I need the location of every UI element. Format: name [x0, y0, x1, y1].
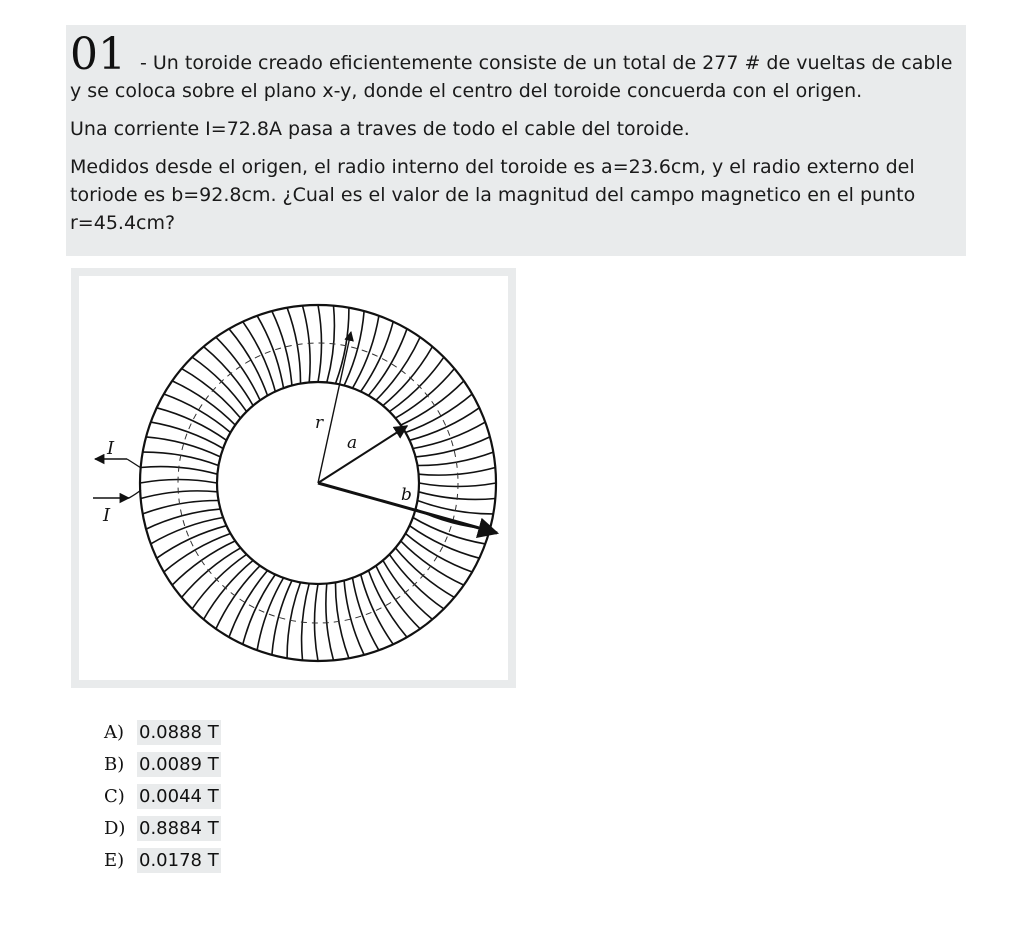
current-label-bottom: I — [103, 505, 111, 526]
radius-r-arrow — [318, 332, 351, 483]
answer-value: 0.0888 T — [139, 721, 219, 743]
question-box — [66, 25, 966, 256]
winding-turn — [141, 491, 218, 499]
winding-turn — [243, 322, 275, 392]
winding-turn — [157, 408, 227, 441]
question-number: 01 — [70, 29, 126, 80]
winding-turn — [243, 575, 275, 645]
lead-wire-bottom — [129, 490, 141, 498]
answer-option-c[interactable] — [104, 780, 221, 812]
answer-value: 0.0044 T — [139, 785, 219, 807]
winding-turn — [146, 509, 220, 529]
answer-option-d[interactable] — [104, 812, 221, 844]
winding-turn — [272, 311, 292, 385]
answer-list — [104, 716, 221, 876]
winding-turn — [410, 526, 480, 559]
answer-letter: A) — [104, 721, 125, 743]
question-radius-line1: Medidos desde el origen, el radio interno del toroide es a=23.6cm, y el radio externo del — [70, 156, 915, 178]
answer-letter: B) — [104, 753, 125, 775]
winding-turn — [172, 541, 235, 585]
answer-value: 0.8884 T — [139, 817, 219, 839]
answer-value: 0.0178 T — [139, 849, 219, 871]
answer-value: 0.0089 T — [139, 753, 219, 775]
question-radius-line3: r=45.4cm? — [70, 212, 176, 234]
winding-turn — [157, 526, 227, 559]
label-r: r — [315, 413, 324, 433]
figure-frame — [71, 268, 516, 688]
question-first-line — [70, 29, 962, 80]
question-text-line2: y se coloca sobre el plano x-y, donde el centro del toroide concuerda con el origen. — [70, 80, 863, 102]
question-radius-line2: toriode es b=92.8cm. ¿Cual es el valor de la magnitud del campo magnetico en el punto — [70, 184, 916, 206]
answer-option-e[interactable] — [104, 844, 221, 876]
answer-letter: C) — [104, 785, 125, 807]
radius-a-arrow — [318, 426, 407, 483]
winding-turn — [361, 575, 394, 645]
toroid-diagram — [79, 276, 508, 680]
winding-turn — [419, 468, 496, 476]
winding-turn — [344, 581, 364, 655]
winding-turn — [303, 306, 311, 383]
winding-turn — [376, 566, 420, 629]
winding-turn — [401, 381, 464, 425]
winding-turn — [361, 322, 394, 392]
current-label-top: I — [107, 438, 115, 459]
winding-turn — [416, 437, 490, 457]
question-text-line1: - Un toroide creado eficientemente consiste de un total de 277 # de vueltas de cable — [140, 52, 953, 74]
winding-turn — [216, 337, 260, 400]
answer-option-b[interactable] — [104, 748, 221, 780]
label-a: a — [347, 433, 358, 453]
question-current-paragraph: Una corriente I=72.8A pasa a traves de todo el cable del toroide. — [70, 118, 690, 140]
answer-letter: E) — [104, 849, 125, 871]
figure-canvas — [79, 276, 508, 680]
answer-letter: D) — [104, 817, 126, 839]
answer-option-a[interactable] — [104, 716, 221, 748]
label-b: b — [401, 485, 412, 505]
lead-wire-top — [127, 459, 141, 468]
winding-turn — [410, 408, 480, 441]
winding-turn — [326, 584, 334, 661]
